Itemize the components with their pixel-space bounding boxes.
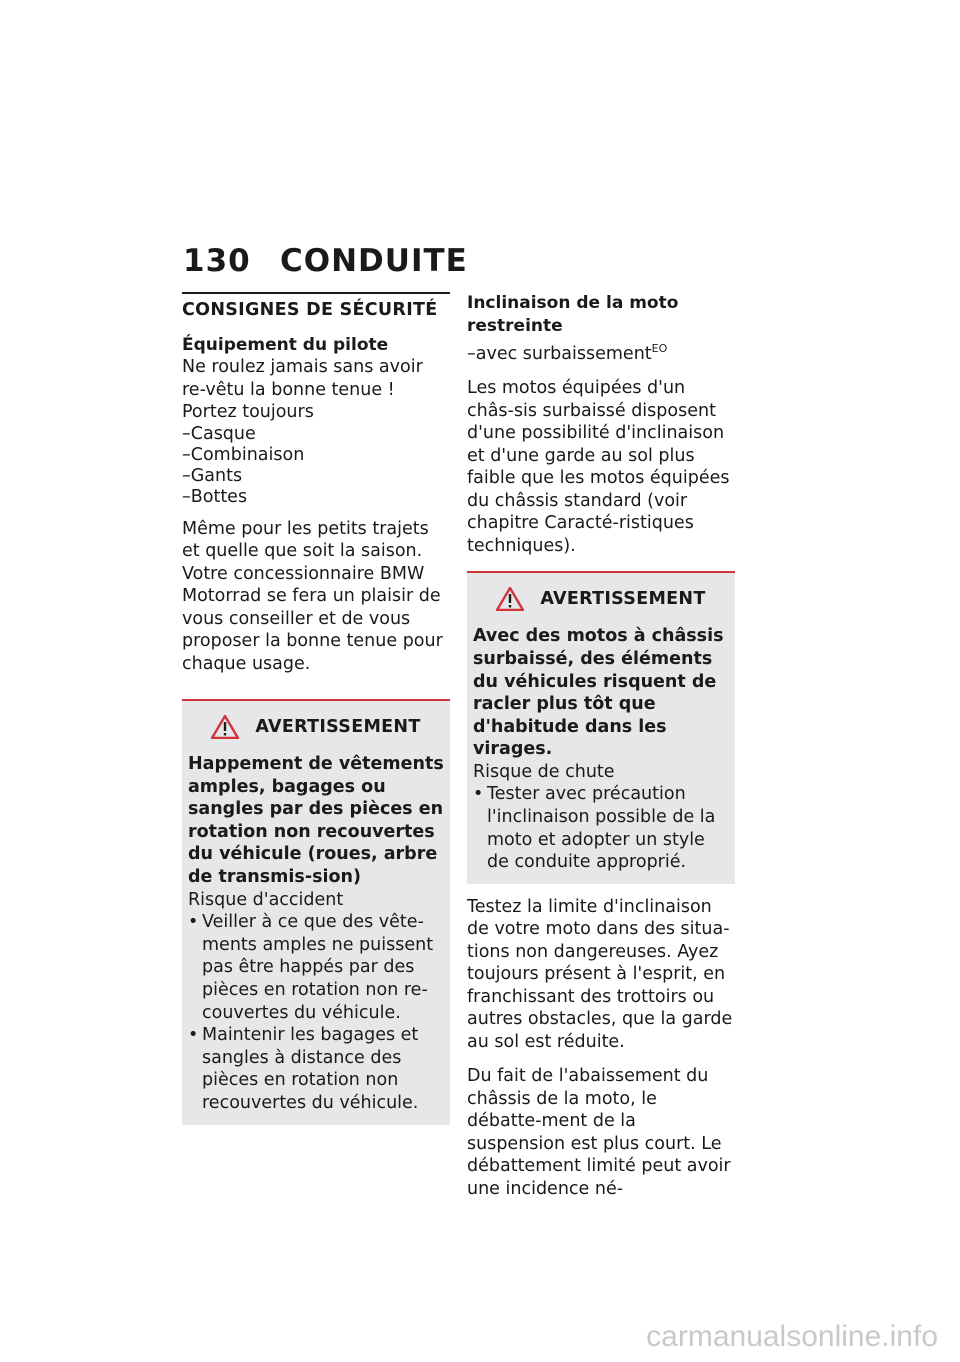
warning-triangle-icon bbox=[211, 715, 239, 739]
subsection-title: Inclinaison de la moto restreinte bbox=[467, 293, 679, 336]
warning-hazard: Avec des motos à châssis surbaissé, des éléments du véhicules risquent de racler plus tôt que d'habitude dans les virages. bbox=[473, 626, 724, 760]
subsection-title: Équipement du pilote bbox=[182, 335, 389, 355]
warning-box bbox=[182, 701, 450, 1125]
warning-risk: Risque de chute bbox=[473, 761, 615, 782]
warning-header bbox=[473, 587, 729, 611]
list-item: –Gants bbox=[182, 465, 243, 486]
list-item: –Casque bbox=[182, 423, 256, 444]
option-code: EO bbox=[651, 342, 668, 355]
list-item: • Tester avec précaution l'inclinaison possible de la moto et adopter un style de conduite approprié. bbox=[473, 783, 729, 873]
chapter-title: CONDUITE bbox=[280, 243, 468, 279]
list-item: –Bottes bbox=[182, 486, 248, 507]
list-item: • Veiller à ce que des vête-ments amples ne puissent pas être happés par des pièces en rotation non re-couvertes du véhicule. bbox=[188, 911, 444, 1024]
list-item: –Combinaison bbox=[182, 444, 305, 465]
warning-title: AVERTISSEMENT bbox=[255, 717, 421, 737]
warning-header bbox=[188, 715, 444, 739]
body-paragraph: Testez la limite d'inclinaison de votre moto dans des situa-tions non dangereuses. Ayez toujours présent à l'esprit, en franchissant des trottoirs ou autres obstacles, que la garde au sol est réduite. bbox=[467, 896, 733, 1052]
section-rule bbox=[182, 292, 450, 294]
intro-paragraph: Ne roulez jamais sans avoir re-vêtu la bonne tenue ! Portez toujours bbox=[182, 357, 423, 422]
list-item: • Maintenir les bagages et sangles à distance des pièces en rotation non recouvertes du véhicule. bbox=[188, 1024, 444, 1114]
watermark: carmanualsonline.info bbox=[646, 1320, 938, 1353]
bullet-text: Maintenir les bagages et sangles à distance des pièces en rotation non recouvertes du véhicule. bbox=[202, 1025, 419, 1113]
warning-triangle-icon bbox=[496, 587, 524, 611]
page-number: 130 bbox=[183, 243, 251, 279]
warning-risk: Risque d'accident bbox=[188, 889, 344, 910]
right-column bbox=[467, 292, 735, 1210]
bullet-text: Veiller à ce que des vête-ments amples ne puissent pas être happés par des pièces en rotation non re-couvertes du véhicule. bbox=[202, 912, 434, 1023]
bullet-text: Tester avec précaution l'inclinaison possible de la moto et adopter un style de conduite approprié. bbox=[487, 784, 716, 873]
section-title: CONSIGNES DE SÉCURITÉ bbox=[182, 300, 438, 320]
warning-box bbox=[467, 573, 735, 884]
body-paragraph: Du fait de l'abaissement du châssis de la moto, le débatte-ment de la suspension est plus court. Le débattement limité peut avoir une incidence né- bbox=[467, 1066, 731, 1199]
body-paragraph: Les motos équipées d'un châs-sis surbaissé disposent d'une possibilité d'inclinaison et d'une garde au sol plus faible que les motos équipées du châssis standard (voir chapitre Caracté-ristiques techniques). bbox=[467, 378, 730, 556]
option-label: –avec surbaissement bbox=[467, 343, 652, 364]
warning-title: AVERTISSEMENT bbox=[540, 589, 706, 610]
left-column bbox=[182, 292, 450, 1125]
warning-hazard: Happement de vêtements amples, bagages ou sangles par des pièces en rotation non recouvertes du véhicule (roues, arbre de transmis-sion) bbox=[188, 754, 444, 887]
body-paragraph: Même pour les petits trajets et quelle que soit la saison. Votre concessionnaire BMW Motorrad se fera un plaisir de vous conseiller et de vous proposer la bonne tenue pour chaque usage. bbox=[182, 518, 443, 674]
option-line bbox=[467, 338, 735, 365]
